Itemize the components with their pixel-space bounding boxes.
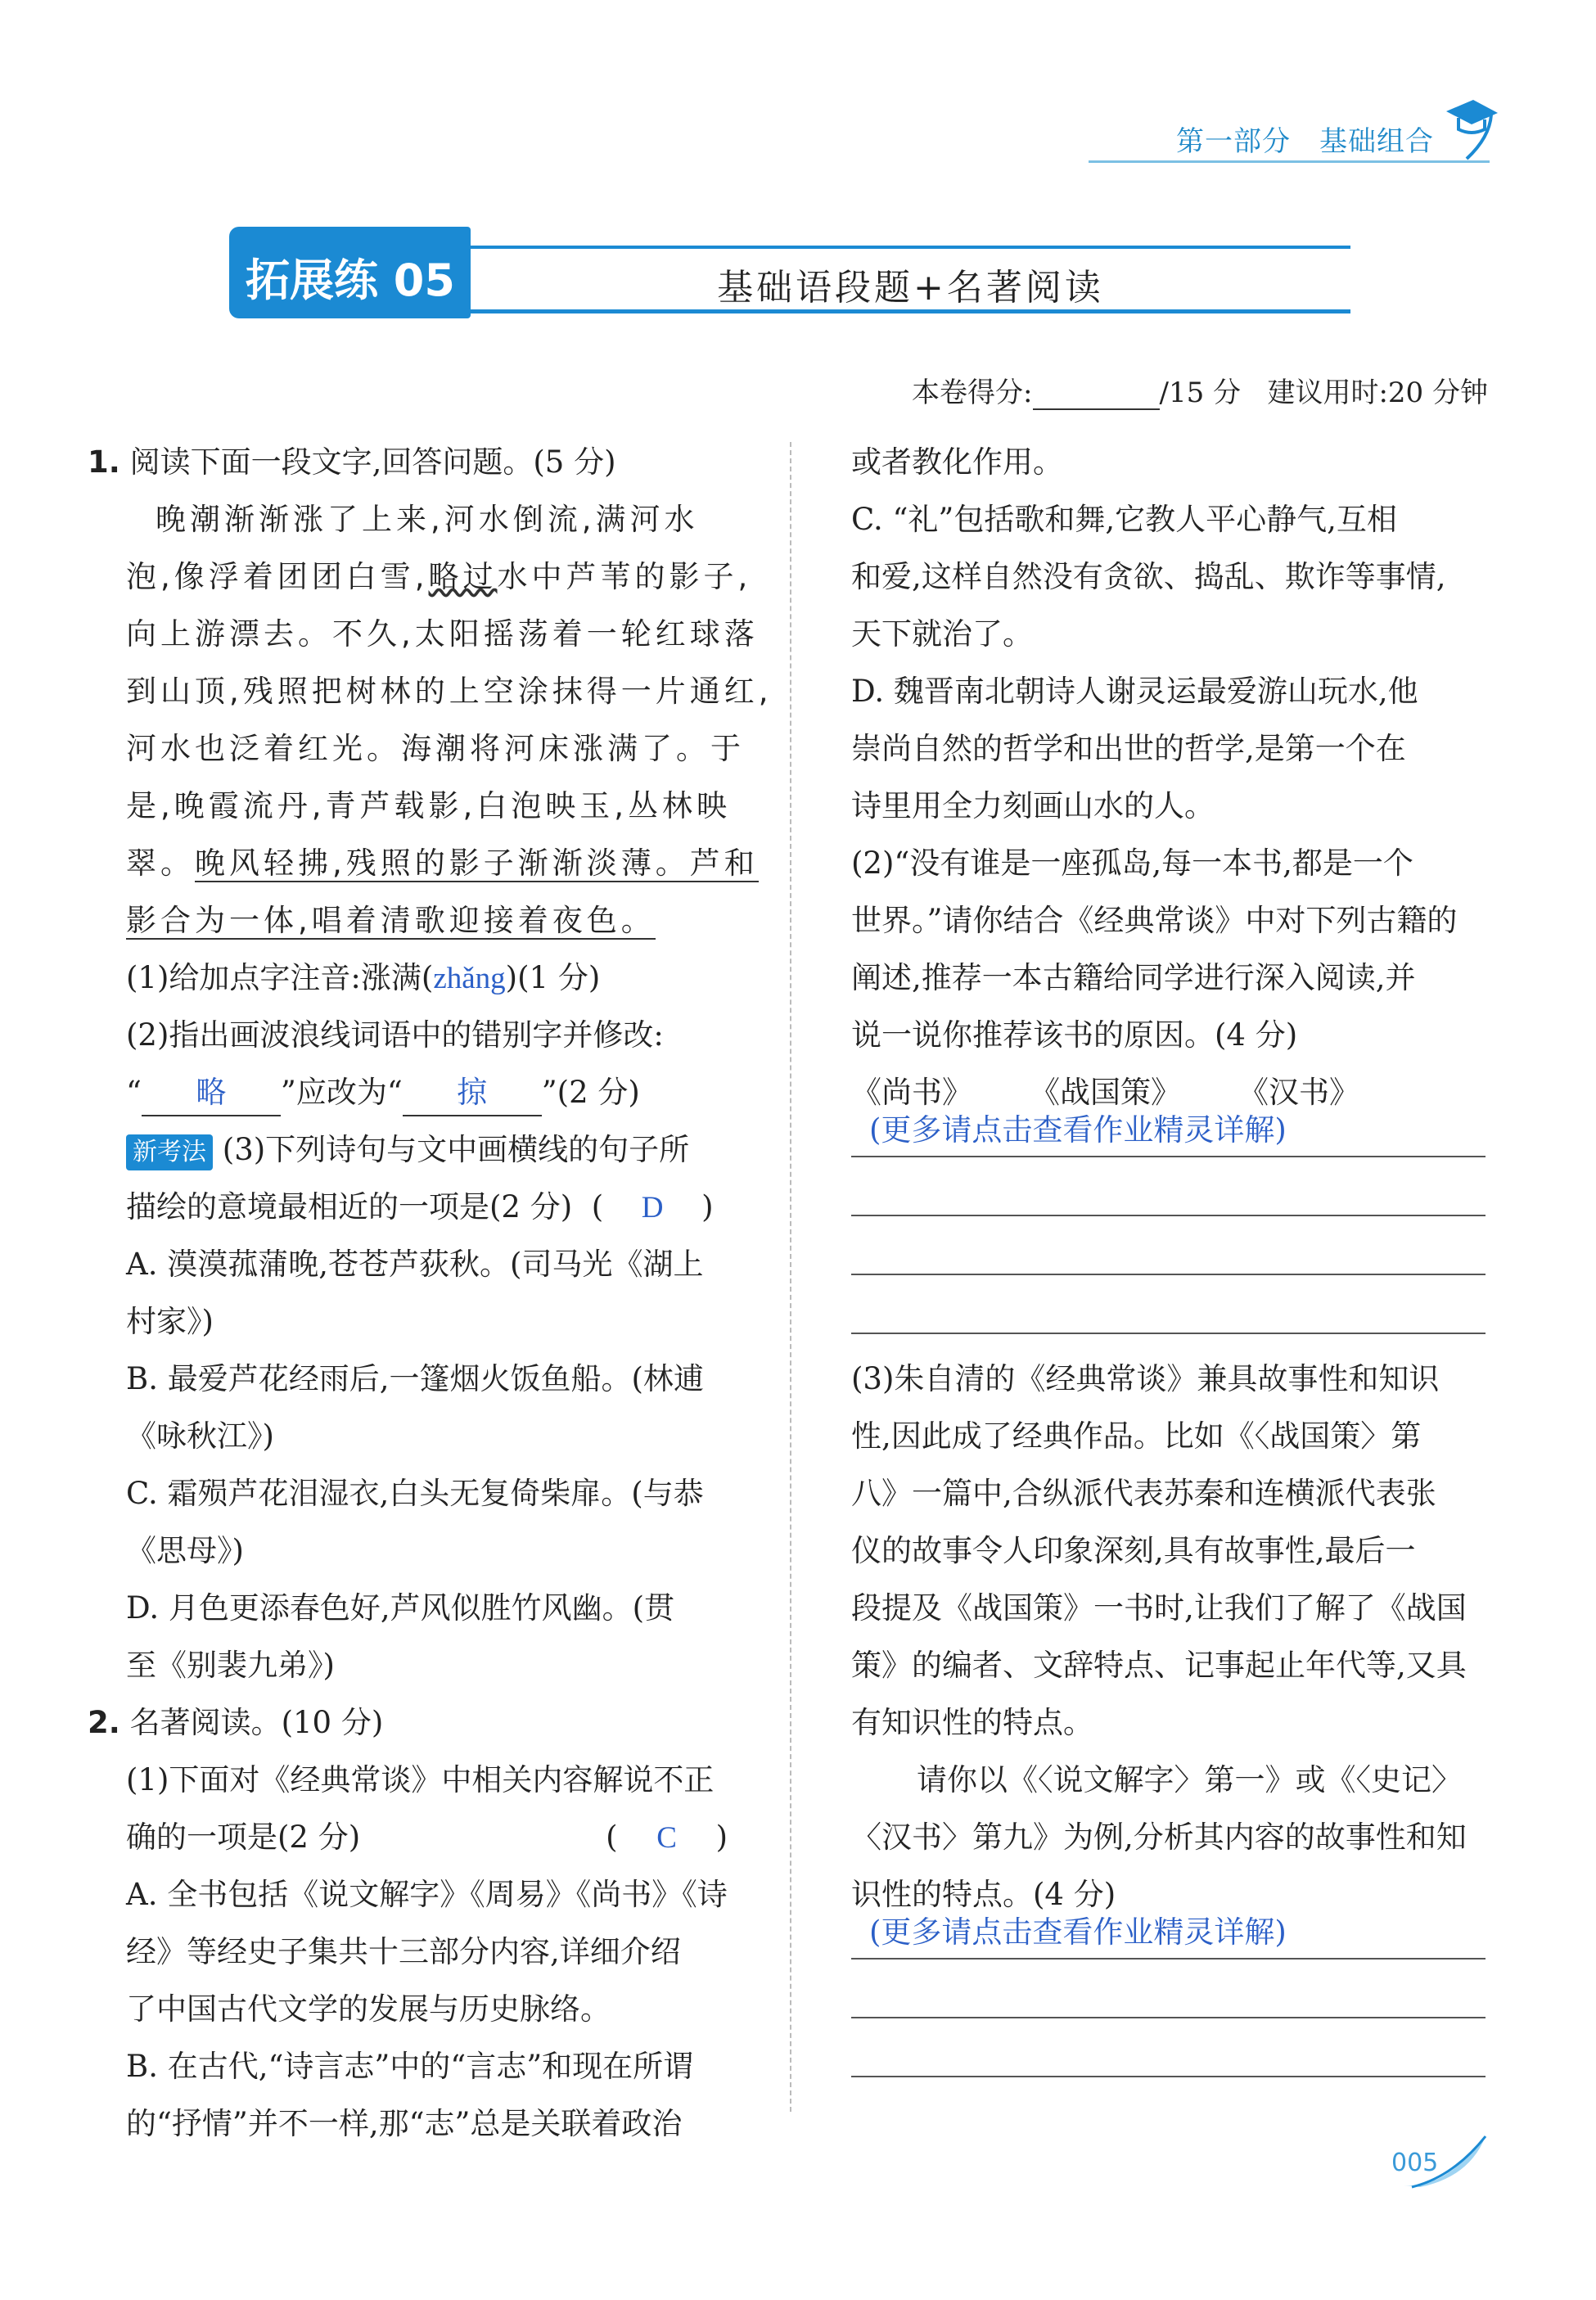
option-d-cont: 至《别裴九弟》) — [126, 1648, 335, 1683]
question-2-2-cont: 世界。”请你结合《经典常谈》中对下列古籍的 — [851, 903, 1458, 938]
choice-answer[interactable]: C — [656, 1821, 677, 1855]
question-2-3-cont: 策》的编者、文辞特点、记事起止年代等,又具 — [851, 1648, 1467, 1683]
q2-option-d-cont: 崇尚自然的哲学和出世的哲学,是第一个在 — [851, 731, 1406, 766]
book-option: 《战国策》 — [1030, 1075, 1181, 1110]
question-2-1: (1)下面对《经典常谈》中相关内容解说不正 — [126, 1762, 715, 1797]
option-b-cont: 《咏秋江》) — [126, 1418, 274, 1454]
column-divider — [790, 442, 791, 2112]
question-2-title: 名著阅读。(10 分) — [129, 1705, 384, 1740]
question-2-3-cont: 八》一篇中,合纵派代表苏秦和连横派代表张 — [851, 1476, 1436, 1511]
option-c: C. 霜殒芦花泪湿衣,白头无复倚柴扉。(与恭 — [126, 1476, 704, 1511]
question-1-1: (1)给加点字注音:涨满(zhǎng)(1 分) — [126, 960, 601, 995]
detail-link[interactable]: (更多请点击查看作业精灵详解) — [869, 1112, 1287, 1148]
choice-answer[interactable]: D — [641, 1191, 664, 1224]
passage-line: 是,晚霞流丹,青芦载影,白泡映玉,丛林映 — [126, 788, 732, 823]
question-2-3-cont: 段提及《战国策》一书时,让我们了解了《战国 — [851, 1590, 1467, 1626]
q2-option-c-cont: 天下就治了。 — [851, 616, 1033, 652]
q2-option-a: A. 全书包括《说文解字》《周易》《尚书》《诗 — [126, 1877, 728, 1912]
q2-option-a-cont: 了中国古代文学的发展与历史脉络。 — [126, 1991, 611, 2027]
question-1-2: (2)指出画波浪线词语中的错别字并修改: — [126, 1017, 664, 1053]
question-1-3-cont: 描绘的意境最相近的一项是(2 分) ( D ) — [90, 1179, 769, 1236]
passage-line: 河水也泛着红光。海潮将河床涨满了。于 — [126, 731, 745, 766]
q2-option-b: B. 在古代,“诗言志”中的“言志”和现在所谓 — [126, 2049, 694, 2084]
answer-line[interactable] — [851, 2018, 1486, 2077]
question-number: 2. — [88, 1705, 120, 1740]
book-option: 《汉书》 — [1238, 1075, 1359, 1110]
question-1-3: 新考法 (3)下列诗句与文中画横线的句子所 — [90, 1121, 769, 1179]
passage-line: 到山顶,残照把树林的上空涂抹得一片通红, — [126, 674, 773, 709]
banner-bottom-rule — [471, 309, 1350, 313]
question-2-3-prompt: 请你以《〈说文解字〉第一》或《〈史记〉 — [917, 1762, 1462, 1797]
question-2-3-prompt-cont: 〈汉书〉第九》为例,分析其内容的故事性和知 — [851, 1820, 1467, 1855]
score-line — [912, 370, 1488, 410]
right-column — [851, 434, 1486, 2077]
new-method-tag: 新考法 — [126, 1134, 213, 1170]
q2-option-d-cont: 诗里用全力刻画山水的人。 — [851, 788, 1215, 823]
question-2-3-cont: 性,因此成了经典作品。比如《〈战国策〉第 — [851, 1418, 1422, 1454]
wavy-underlined-word: 略过 — [428, 559, 498, 594]
option-c-cont: 《思母》) — [126, 1533, 244, 1568]
question-2-2: (2)“没有谁是一座孤岛,每一本书,都是一个 — [851, 846, 1413, 881]
question-1-title: 阅读下面一段文字,回答问题。(5 分) — [129, 444, 616, 480]
q2-option-b-cont: 的“抒情”并不一样,那“志”总是关联着政治 — [126, 2106, 683, 2141]
q2-option-c: C. “礼”包括歌和舞,它教人平心静气,互相 — [851, 502, 1397, 537]
option-a: A. 漠漠菰蒲晚,苍苍芦荻秋。(司马光《湖上 — [126, 1247, 704, 1282]
handwritten-answer[interactable]: zhǎng — [433, 962, 506, 995]
underlined-sentence: 影合为一体,唱着清歌迎接着夜色。 — [126, 903, 656, 938]
left-column — [88, 434, 773, 2153]
answer-line[interactable] — [851, 1216, 1486, 1275]
option-d: D. 月色更添春色好,芦风似胜竹风幽。(贯 — [126, 1590, 675, 1626]
answer-line[interactable] — [851, 1912, 1486, 1960]
passage-line — [90, 892, 769, 949]
book-option: 《尚书》 — [851, 1075, 972, 1110]
exercise-label: 拓展练 05 — [246, 255, 455, 306]
answer-line[interactable] — [851, 1960, 1486, 2018]
passage-line: 泡,像浮着团团白雪,略过水中芦苇的影子, — [126, 559, 752, 594]
question-2-3-cont: 仪的故事令人印象深刻,具有故事性,最后一 — [851, 1533, 1416, 1568]
question-2-2-cont: 说一说你推荐该书的原因。(4 分) — [851, 1017, 1298, 1053]
question-2-3: (3)朱自清的《经典常谈》兼具故事性和知识 — [851, 1361, 1440, 1396]
answer-blank-wrong-char[interactable]: 略 — [142, 1072, 281, 1116]
answer-line[interactable] — [851, 1157, 1486, 1216]
question-2-2-cont: 阐述,推荐一本古籍给同学进行深入阅读,并 — [851, 960, 1416, 995]
score-blank[interactable] — [1033, 379, 1160, 410]
passage-line: 晚潮渐渐涨了上来,河水倒流,满河水 — [156, 502, 699, 537]
passage-line: 向上游漂去。不久,太阳摇荡着一轮红球落 — [126, 616, 759, 652]
exercise-subtitle: 基础语段题+名著阅读 — [717, 267, 1104, 309]
question-number: 1. — [88, 444, 120, 480]
option-b: B. 最爱芦花经雨后,一篷烟火饭鱼船。(林逋 — [126, 1361, 704, 1396]
question-2-1-cont: 确的一项是(2 分) ( C ) — [90, 1809, 769, 1866]
answer-blank-correct-char[interactable]: 掠 — [403, 1072, 542, 1116]
q2-option-a-cont: 经》等经史子集共十三部分内容,详细介绍 — [126, 1934, 681, 1969]
header-rule — [1089, 160, 1490, 163]
question-2-3-prompt-cont: 识性的特点。(4 分) — [851, 1877, 1116, 1912]
graduation-cap-icon — [1442, 88, 1499, 162]
banner-top-rule — [471, 246, 1350, 249]
q2-option-c-cont: 和爱,这样自然没有贪欲、捣乱、欺诈等事情, — [851, 559, 1446, 594]
score-total: /15 分 — [1159, 377, 1242, 409]
score-label: 本卷得分: — [912, 377, 1033, 409]
section-header: 第一部分 基础组合 — [1176, 125, 1434, 158]
passage-line: 翠。晚风轻拂,残照的影子渐渐淡薄。芦和 — [126, 846, 759, 881]
detail-link[interactable]: (更多请点击查看作业精灵详解) — [869, 1914, 1287, 1950]
q2-option-b-cont: 或者教化作用。 — [851, 444, 1063, 480]
question-2-3-cont: 有知识性的特点。 — [851, 1705, 1093, 1740]
suggested-time: 建议用时:20 分钟 — [1267, 377, 1488, 409]
question-1-2-answer: “ 略 ”应改为“ 掠 ”(2 分) — [90, 1064, 769, 1121]
answer-line[interactable] — [851, 1110, 1486, 1157]
q2-option-d: D. 魏晋南北朝诗人谢灵运最爱游山玩水,他 — [851, 674, 1418, 709]
option-a-cont: 村家》) — [126, 1304, 214, 1339]
underlined-sentence: 晚风轻拂,残照的影子渐渐淡薄。芦和 — [195, 846, 759, 881]
page-number: 005 — [1391, 2149, 1439, 2177]
answer-line[interactable] — [851, 1275, 1486, 1334]
